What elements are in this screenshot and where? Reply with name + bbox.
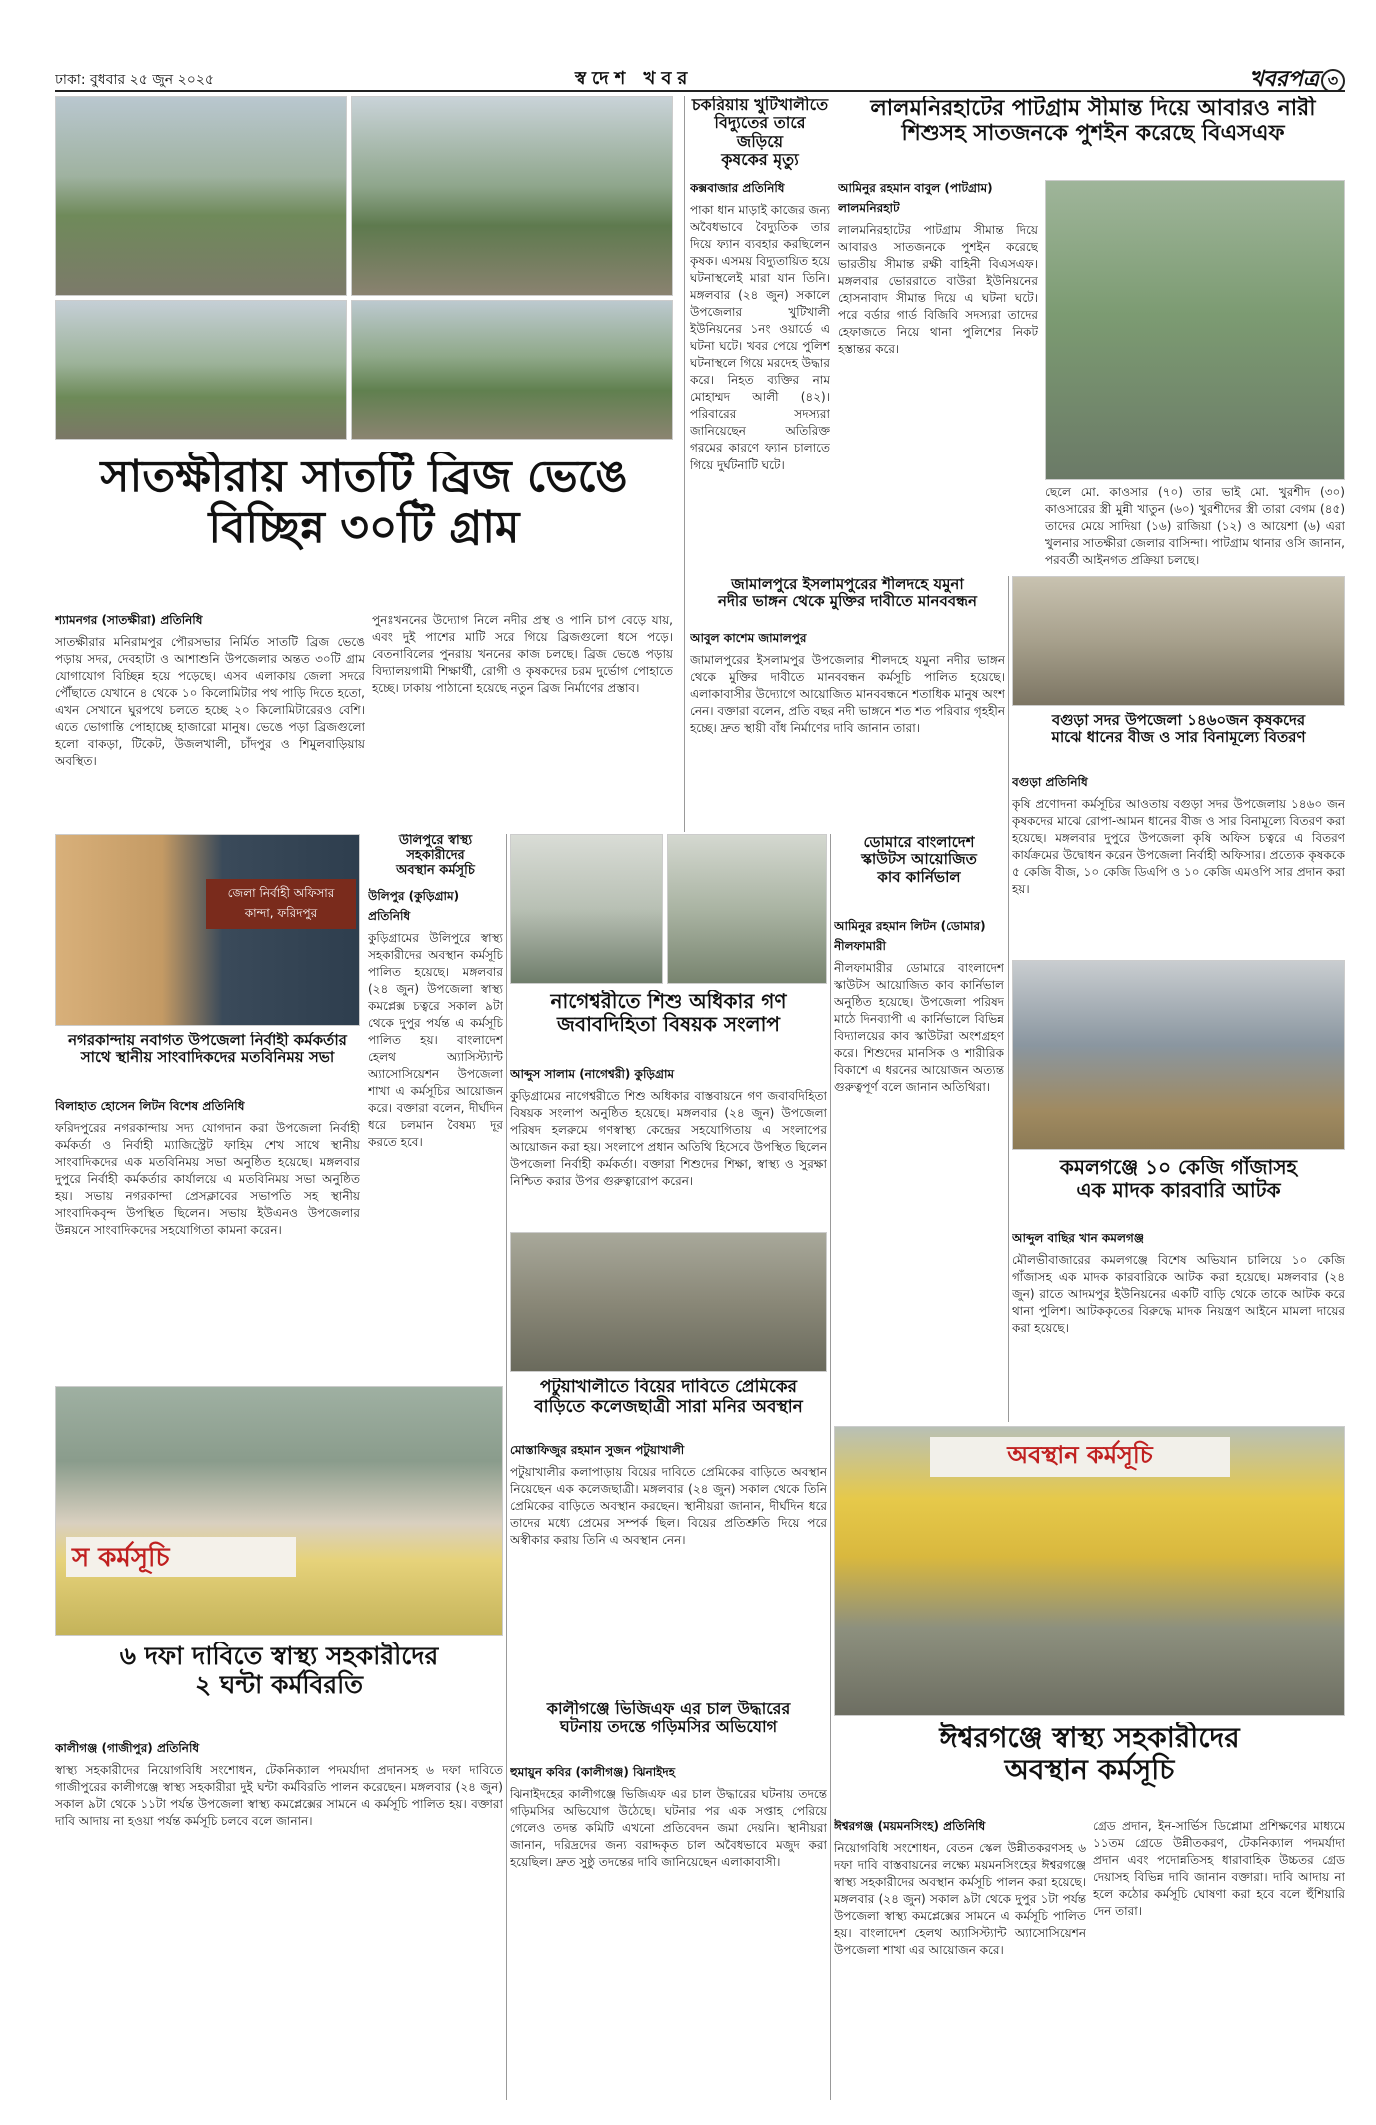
photo-dialogue-stage (510, 834, 663, 984)
ishwarganj-article (834, 1818, 1086, 2100)
nageshwari-body: কুড়িগ্রামের নাগেশ্বরীতে শিশু অধিকার বাস্তবায়নে গণ জবাবদিহিতা বিষয়ক সংলাপ অনুষ্ঠিত হয়েছে। মঙ্গলবার (২৪ জুন) উপজেলা পরিষদ হলরুমে গণস্বাস্থ্য কেন্দ্রের সহযোগিতায় এ সংলাপের আয়োজন করা হয়। সংলাপে প্রধান অতিথি হিসেবে উপস্থিত ছিলেন উপজেলা নির্বাহী কর্মকর্তা। বক্তারা শিশুদের শিক্ষা, স্বাস্থ্য ও সুরক্ষা নিশ্চিত করার উপর গুরুত্বারোপ করেন। (510, 1089, 827, 1188)
kamalganj-body: মৌলভীবাজারের কমলগঞ্জে বিশেষ অভিযান চালিয়ে ১০ কেজি গাঁজাসহ এক মাদক কারবারিকে আটক করা হয়েছে। মঙ্গলবার (২৪ জুন) রাতে আদমপুর ইউনিয়নের একটি বাড়ি থেকে তাকে আটক করে থানা পুলিশ। আটককৃতের বিরুদ্ধে মাদক নিয়ন্ত্রণ আইনে মামলা দায়ের করা হয়েছে। (1012, 1253, 1345, 1335)
kaliganj-byline: হুমায়ুন কবির (কালীগঞ্জ) ঝিনাইদহ (510, 1765, 676, 1779)
patuakhali-article (510, 1442, 827, 1692)
page-number: ৩ (1321, 69, 1345, 92)
patuakhali-headline: পটুয়াখালীতে বিয়ের দাবিতে প্রেমিকের বাড়িতে কলেজছাত্রী সারা মনির অবস্থান (534, 1378, 803, 1417)
photo-ishwarganj-protest (834, 1426, 1345, 1716)
lalmonirhat-body: লালমনিরহাটের পাটগ্রাম সীমান্ত দিয়ে আবারও সাতজনকে পুশইন করেছে ভারতীয় সীমান্ত রক্ষী বাহিনী বিএসএফ। মঙ্গলবার ভোররাতে বাউরা ইউনিয়নের হোসনাবাদ সীমান্ত দিয়ে এ ঘটনা ঘটে। পরে বর্ডার গার্ড বিজিবি সদস্যরা তাদের হেফাজতে নিয়ে থানা পুলিশের নিকট হস্তান্তর করে। (838, 223, 1038, 356)
section-title: স্বদেশ খবর (575, 68, 694, 89)
jamalpur-article (690, 630, 1005, 830)
office-sign: জেলা নির্বাহী অফিসার কান্দা, ফরিদপুর (206, 879, 356, 929)
photo-arrest-police (1012, 960, 1345, 1150)
chakaria-body: পাকা ধান মাড়াই কাজের জন্য অবৈধভাবে বৈদ্যুতিক তার দিয়ে ফ্যান ব্যবহার করছিলেন কৃষক। এসময় বিদ্যুতায়িত হয়ে ঘটনাস্থলেই মারা যান তিনি। মঙ্গলবার (২৪ জুন) সকালে উপজেলার খুটিখালী ইউনিয়নের ১নং ওয়ার্ডে এ ঘটনা ঘটে। খবর পেয়ে পুলিশ ঘটনাস্থলে গিয়ে মরদেহ উদ্ধার করে। নিহত ব্যক্তির নাম মোহাম্মদ আলী (৪২)। পরিবারের সদস্যরা জানিয়েছেন অতিরিক্ত গরমের কারণে ফ্যান চালাতে গিয়ে দুর্ঘটনাটি ঘটে। (690, 203, 830, 472)
photo-broken-bridge-2 (351, 96, 673, 296)
satkhira-article (55, 612, 365, 828)
six-demands-article (55, 1740, 503, 2100)
kaliganj-article (510, 1764, 827, 2100)
column-divider (506, 834, 507, 2100)
nagarkanda-headline: নগরকান্দায় নবাগত উপজেলা নির্বাহী কর্মকর্তার সাথে স্থানীয় সাংবাদিকদের মতবিনিময় সভা (68, 1032, 347, 1067)
photo-pushin-people (1045, 180, 1345, 480)
kaliganj-body: ঝিনাইদহের কালীগঞ্জে ভিজিএফ এর চাল উদ্ধারের ঘটনায় তদন্তে গড়িমসির অভিযোগ উঠেছে। ঘটনার পর এক সপ্তাহ পেরিয়ে গেলেও তদন্ত কমিটি এখনো প্রতিবেদন জমা দেয়নি। স্থানীয়রা জানান, দরিদ্রদের জন্য বরাদ্দকৃত চাল অবৈধভাবে মজুদ করা হয়েছিল। দ্রুত সুষ্ঠু তদন্তের দাবি জানিয়েছেন এলাকাবাসী। (510, 1787, 827, 1869)
lalmonirhat-body-2: ছেলে মো. কাওসার (৭০) তার ভাই মো. খুরশীদ (৩০) কাওসারের স্ত্রী মুন্নী খাতুন (৬০) খুরশীদের স্ত্রী তারা বেগম (৪৫) তাদের মেয়ে সাদিয়া (১৬) রাজিয়া (১২) ও আয়েশা (৬) এরা খুলনার সাতক্ষীরা জেলার বাসিন্দা। পাটগ্রাম থানার ওসি জানান, পরবর্তী আইনগত প্রক্রিয়া চলছে। (1045, 485, 1345, 567)
ishwarganj-headline: ঈশ্বরগঞ্জে স্বাস্থ্য সহকারীদের অবস্থান কর্মসূচি (939, 1722, 1240, 1787)
nageshwari-headline: নাগেশ্বরীতে শিশু অধিকার গণ জবাবদিহিতা বিষয়ক সংলাপ (550, 990, 787, 1036)
bogura-article (1012, 774, 1345, 954)
scout-headline: ডোমারে বাংলাদেশ স্কাউটস আয়োজিত কাব কার্নিভাল (861, 834, 977, 886)
scout-body: নীলফামারীর ডোমারে বাংলাদেশ স্কাউটস আয়োজিত কাব কার্নিভাল অনুষ্ঠিত হয়েছে। উপজেলা পরিষদ মাঠে দিনব্যাপী এ কার্নিভালে বিভিন্ন বিদ্যালয়ের কাব স্কাউটরা অংশগ্রহণ করে। শিশুদের মানসিক ও শারীরিক বিকাশে এ ধরনের আয়োজন অত্যন্ত গুরুত্বপূর্ণ বলে জানান অতিথিরা। (834, 961, 1004, 1094)
six-demands-body: স্বাস্থ্য সহকারীদের নিয়োগবিধি সংশোধন, টেকনিক্যাল পদমর্যাদা প্রদানসহ ৬ দফা দাবিতে গাজীপুরের কালীগঞ্জে স্বাস্থ্য সহকারীরা দুই ঘন্টা কর্মবিরতি পালন করেছেন। মঙ্গলবার (২৪ জুন) সকাল ৯টা থেকে ১১টা পর্যন্ত উপজেলা স্বাস্থ্য কমপ্লেক্সের সামনে এ কর্মসূচি পালিত হয়। বক্তারা দাবি আদায় না হওয়া পর্যন্ত কর্মসূচি চলবে বলে জানান। (55, 1763, 503, 1828)
patuakhali-body: পটুয়াখালীর কলাপাড়ায় বিয়ের দাবিতে প্রেমিকের বাড়িতে অবস্থান নিয়েছেন এক কলেজছাত্রী। মঙ্গলবার (২৪ জুন) সকাল থেকে তিনি প্রেমিকের বাড়িতে অবস্থান করছেন। স্থানীয়রা জানান, দীর্ঘদিন ধরে তাদের মধ্যে প্রেমের সম্পর্ক ছিল। বিয়ের প্রতিশ্রুতি দিয়ে পরে অস্বীকার করায় তিনি এ অবস্থান নেন। (510, 1465, 827, 1547)
column-divider (684, 96, 685, 832)
nageshwari-byline: আব্দুস সালাম (নাগেশ্বরী) কুড়িগ্রাম (510, 1067, 675, 1081)
lalmonirhat-article (838, 180, 1038, 570)
six-demands-headline: ৬ দফা দাবিতে স্বাস্থ্য সহকারীদের ২ ঘন্টা কর্মবিরতি (119, 1642, 439, 1699)
ulipur-headline: উলিপুরে স্বাস্থ্য সহকারীদের অবস্থান কর্মসূচি (396, 834, 475, 878)
column-divider (1008, 576, 1009, 1422)
photo-seed-distribution (1012, 576, 1345, 706)
photo-broken-bridge-4 (351, 300, 673, 440)
lalmonirhat-byline: আমিনুর রহমান বাবুল (পাটগ্রাম) লালমনিরহাট (838, 181, 993, 215)
satkhira-headline: সাতক্ষীরায় সাতটি ব্রিজ ভেঙে বিচ্ছিন্ন ৩০টি গ্রাম (100, 452, 628, 553)
jamalpur-body: জামালপুরের ইসলামপুর উপজেলার শীলদহে যমুনা নদীর ভাঙ্গন থেকে মুক্তির দাবীতে মানববন্ধন কর্মসূচি পালিত হয়েছে। এলাকাবাসীর উদ্যোগে আয়োজিত মানববন্ধনে শতাধিক মানুষ অংশ নেন। বক্তারা বলেন, প্রতি বছর নদী ভাঙ্গনে শত শত পরিবার গৃহহীন হচ্ছে। দ্রুত স্থায়ী বাঁধ নির্মাণের দাবি জানান তারা। (690, 653, 1005, 735)
satkhira-body: সাতক্ষীরার মনিরামপুর পৌরসভার নির্মিত সাতটি ব্রিজ ভেঙে পড়ায় সদর, দেবহাটা ও আশাশুনি উপজেলার অন্তত ৩০টি গ্রাম যোগাযোগ বিচ্ছিন্ন হয়ে পড়েছে। এসব এলাকায় জেলা সদরে পৌঁছাতে যেখানে ৪ থেকে ১০ কিলোমিটার পথ পাড়ি দিতে হতো, এখন সেখানে ঘুরপথে চলতে হচ্ছে ২০ কিলোমিটারেরও বেশি। এতে ভোগান্তি পোহাচ্ছে হাজারো মানুষ। ভেঙে পড়া ব্রিজগুলো হলো বাকড়া, টিকেট, উজলখালী, চাঁদপুর ও শিমুলবাড়িয়ায় অবস্থিত। (55, 635, 365, 768)
chakaria-article (690, 180, 830, 570)
column-divider (830, 834, 831, 2100)
lalmonirhat-headline: লালমনিরহাটের পাটগ্রাম সীমান্ত দিয়ে আবারও নারী শিশুসহ সাতজনকে পুশইন করেছে বিএসএফ (870, 96, 1316, 147)
patuakhali-byline: মোস্তাফিজুর রহমান সুজন পটুয়াখালী (510, 1443, 685, 1457)
rally-banner: স কর্মসূচি (66, 1537, 296, 1577)
newspaper-logo: খবরপত্র ৩ (1249, 62, 1345, 92)
photo-dialogue-audience (667, 834, 827, 984)
satkhira-byline: শ্যামনগর (সাতক্ষীরা) প্রতিনিধি (55, 613, 203, 627)
bogura-headline: বগুড়া সদর উপজেলা ১৪৬০জন কৃষকদের মাঝে ধানের বীজ ও সার বিনামূল্যে বিতরণ (1051, 712, 1306, 747)
ishwarganj-body: নিয়োগবিধি সংশোধন, বেতন স্কেল উন্নীতকরণসহ ৬ দফা দাবি বাস্তবায়নের লক্ষ্যে ময়মনসিংহের ঈশ্বরগঞ্জে স্বাস্থ্য সহকারীদের অবস্থান কর্মসূচি পালন করা হয়েছে। মঙ্গলবার (২৪ জুন) সকাল ৯টা থেকে দুপুর ১টা পর্যন্ত উপজেলা স্বাস্থ্য কমপ্লেক্সের সামনে এ কর্মসূচি পালিত হয়। বাংলাদেশ হেলথ অ্যাসিস্ট্যান্ট অ্যাসোসিয়েশন উপজেলা শাখা এর আয়োজন করে। (834, 1841, 1086, 1957)
ulipur-byline: উলিপুর (কুড়িগ্রাম) প্রতিনিধি (368, 889, 460, 923)
ishwarganj-article-cont (1093, 1818, 1345, 2100)
scout-byline: আমিনুর রহমান লিটন (ডোমার) নীলফামারী (834, 919, 986, 953)
issue-date: ঢাকা: বুধবার ২৫ জুন ২০২৫ (55, 72, 215, 88)
kamalganj-article (1012, 1230, 1345, 1420)
jamalpur-headline: জামালপুরে ইসলামপুরের শীলদহে যমুনা নদীর ভাঙ্গন থেকে মুক্তির দাবীতে মানববন্ধন (718, 576, 977, 611)
kaliganj-headline: কালীগঞ্জে ভিজিএফ এর চাল উদ্ধারের ঘটনায় তদন্তে গড়িমসির অভিযোগ (546, 1700, 791, 1737)
chakaria-headline: চকরিয়ায় খুটিখালীতে বিদ্যুতের তারে জড়িয়ে কৃষকের মৃত্যু (691, 96, 829, 170)
nagarkanda-body: ফরিদপুরের নগরকান্দায় সদ্য যোগদান করা উপজেলা নির্বাহী কর্মকর্তা ও নির্বাহী ম্যাজিস্ট্রেট ফাহিম শেখ সাথে স্থানীয় সাংবাদিকদের এক মতবিনিময় সভা অনুষ্ঠিত হয়েছে। মঙ্গলবার দুপুরে নির্বাহী কর্মকর্তার কার্যালয়ে এ মতবিনিময় সভা অনুষ্ঠিত হয়। সভায় নগরকান্দা প্রেসক্লাবের সভাপতি সহ স্থানীয় সাংবাদিকবৃন্দ উপস্থিত ছিলেন। সভায় ইউএনও উপজেলার উন্নয়নে সাংবাদিকদের সহযোগিতা কামনা করেন। (55, 1121, 360, 1237)
ishwarganj-body-2: গ্রেড প্রদান, ইন-সার্ভিস ডিপ্লোমা প্রশিক্ষণের মাধ্যমে ১১তম গ্রেডে উন্নীতকরণ, টেকনিক্যাল পদমর্যাদা প্রদান এবং পদোন্নতিসহ ধারাবাহিক উচ্চতর গ্রেড দেয়াসহ বিভিন্ন দাবি জানান বক্তারা। দাবি আদায় না হলে কঠোর কর্মসূচি ঘোষণা করা হবে বলে হুঁশিয়ারি দেন তারা। (1093, 1819, 1345, 1918)
lalmonirhat-article-cont (1045, 484, 1345, 570)
protest-banner: অবস্থান কর্মসূচি (930, 1437, 1230, 1477)
photo-broken-bridge-3 (55, 300, 347, 440)
kamalganj-byline: আব্দুল বাছির খান কমলগঞ্জ (1012, 1231, 1145, 1245)
photo-broken-bridge-1 (55, 96, 347, 296)
ishwarganj-byline: ঈশ্বরগঞ্জ (ময়মনসিংহ) প্রতিনিধি (834, 1819, 986, 1833)
ulipur-body: কুড়িগ্রামের উলিপুরে স্বাস্থ্য সহকারীদের অবস্থান কর্মসূচি পালিত হয়েছে। মঙ্গলবার (২৪ জুন) উপজেলা স্বাস্থ্য কমপ্লেক্স চত্বরে সকাল ৯টা থেকে দুপুর পর্যন্ত এ কর্মসূচি পালিত হয়। বাংলাদেশ হেলথ অ্যাসিস্ট্যান্ট অ্যাসোসিয়েশন উপজেলা শাখা এ কর্মসূচির আয়োজন করে। বক্তারা বলেন, দীর্ঘদিন ধরে চলমান বৈষম্য দূর করতে হবে। (368, 931, 503, 1149)
nagarkanda-article (55, 1098, 360, 1378)
photo-student-sitting (510, 1232, 827, 1372)
chakaria-byline: কক্সবাজার প্রতিনিধি (690, 181, 785, 195)
scout-article (834, 918, 1004, 1418)
satkhira-body-2: পুনঃখননের উদ্যোগ নিলে নদীর প্রস্থ ও পানি চাপ বেড়ে যায়, এবং দুই পাশের মাটি সরে গিয়ে ব্রিজগুলো ধসে পড়ে। বেতনাবিলের পুনরায় খননের কাজ চলছে। ব্রিজ ভেঙে পড়ায় বিদ্যালয়গামী শিক্ষার্থী, রোগী ও কৃষকদের চরম দুর্ভোগ পোহাতে হচ্ছে। ঢাকায় পাঠানো হয়েছে নতুন ব্রিজ নির্মাণের প্রস্তাব। (372, 613, 673, 695)
nagarkanda-byline: বিলাহাত হোসেন লিটন বিশেষ প্রতিনিধি (55, 1099, 245, 1113)
nageshwari-article (510, 1066, 827, 1226)
six-demands-byline: কালীগঞ্জ (গাজীপুর) প্রতিনিধি (55, 1741, 200, 1755)
photo-health-assistants-rally (55, 1386, 503, 1636)
satkhira-article-cont (372, 612, 673, 828)
bogura-byline: বগুড়া প্রতিনিধি (1012, 775, 1088, 789)
photo-uno-portrait (55, 834, 360, 1026)
bogura-body: কৃষি প্রণোদনা কর্মসূচির আওতায় বগুড়া সদর উপজেলায় ১৪৬০ জন কৃষকদের মাঝে রোপা-আমন ধানের বীজ ও সার বিনামূল্যে বিতরণ করা হয়েছে। মঙ্গলবার দুপুরে উপজেলা কৃষি অফিস চত্বরে এ বিতরণ কার্যক্রমের উদ্বোধন করেন উপজেলা নির্বাহী অফিসার। প্রত্যেক কৃষককে ৫ কেজি বীজ, ১০ কেজি ডিএপি ও ১০ কেজি এমওপি সার প্রদান করা হয়। (1012, 797, 1345, 896)
masthead (55, 62, 1345, 92)
ulipur-article (368, 888, 503, 1378)
kamalganj-headline: কমলগঞ্জে ১০ কেজি গাঁজাসহ এক মাদক কারবারি আটক (1059, 1156, 1298, 1202)
jamalpur-byline: আবুল কাশেম জামালপুর (690, 631, 807, 645)
